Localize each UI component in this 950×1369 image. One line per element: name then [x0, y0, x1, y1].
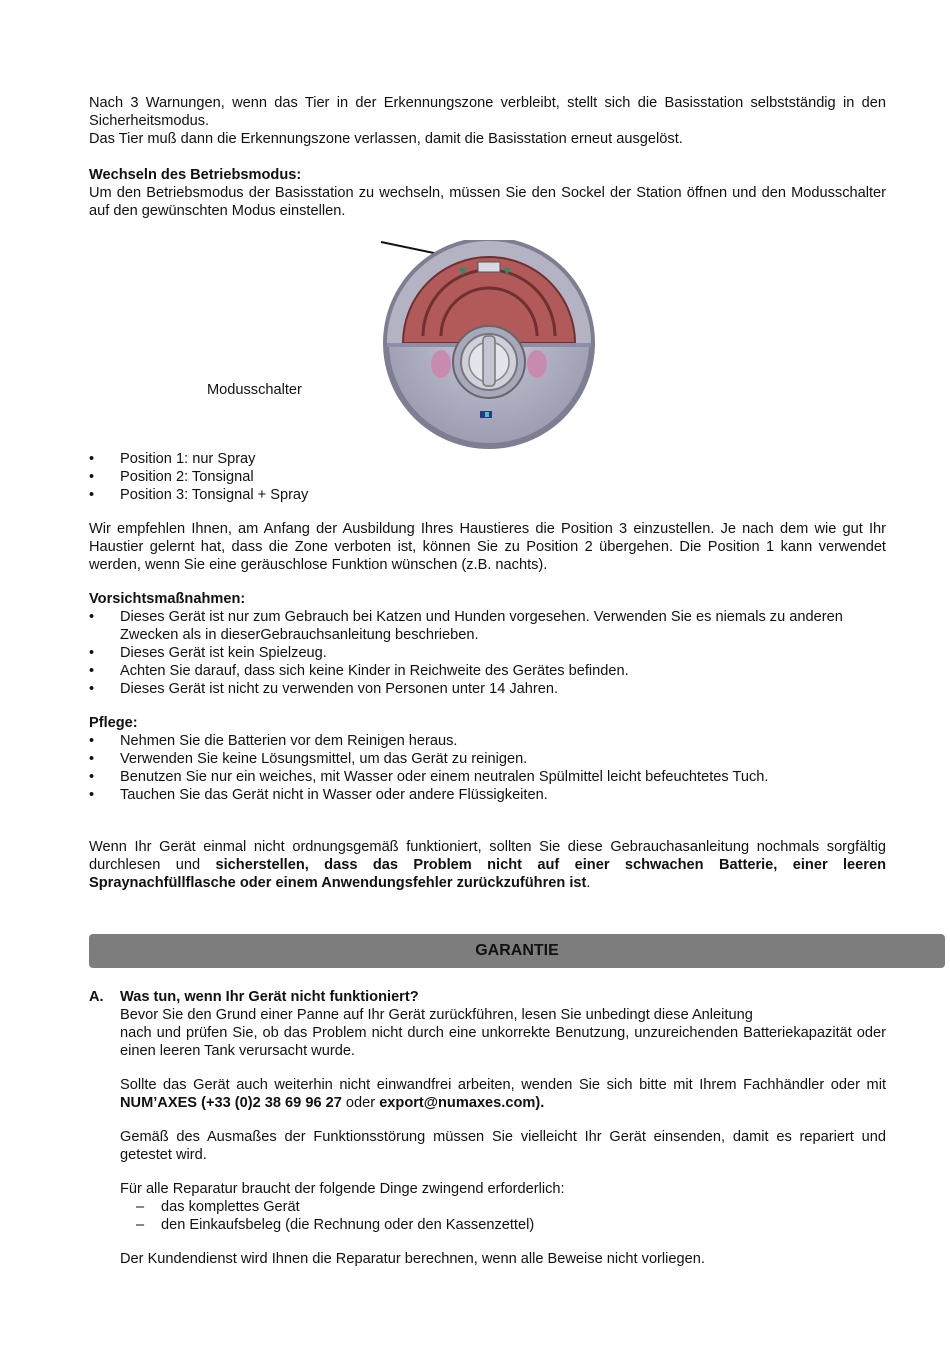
warranty-p1-line1: Bevor Sie den Grund einer Panne auf Ihr Gerät zurückführen, lesen Sie unbedingt diese Anleitung [120, 1007, 753, 1023]
requirements-list [120, 1198, 886, 1234]
list-item: • Achten Sie darauf, dass sich keine Kinder in Reichweite des Gerätes befinden. [89, 662, 886, 680]
warranty-p3: Gemäß des Ausmaßes der Funktionsstörung müssen Sie vielleicht Ihr Gerät einsenden, damit es repariert und getestet wird. [120, 1129, 886, 1163]
mode-switch-label: Modusschalter [207, 382, 302, 398]
base-station-figure [89, 240, 886, 450]
list-item: • Tauchen Sie das Gerät nicht in Wasser oder andere Flüssigkeiten. [89, 786, 886, 804]
list-item: • Nehmen Sie die Batterien vor dem Reinigen heraus. [89, 732, 886, 750]
section-letter: A. [89, 989, 104, 1005]
troubleshoot-text [89, 838, 886, 892]
recommendation-text: Wir empfehlen Ihnen, am Anfang der Ausbildung Ihres Haustieres die Position 3 einzustellen. Je nach dem wie gut Ihr Haustier gelernt hat, dass die Zone verboten ist, können Sie zu Position 2 übergehen. Die Position 1 kann verwendet werden, wenn Sie eine geräuschlose Funktion wünschen (z.B. nachts). [89, 521, 886, 573]
care-list [89, 732, 886, 804]
list-item: • Dieses Gerät ist kein Spielzeug. [89, 644, 886, 662]
contact-phone: NUM’AXES (+33 (0)2 38 69 96 27 [120, 1095, 342, 1111]
list-item: • Position 2: Tonsignal [89, 468, 886, 486]
warranty-contact-paragraph [120, 1076, 886, 1112]
mode-change-heading: Wechseln des Betriebsmodus: [89, 167, 302, 183]
base-station-icon [379, 240, 599, 450]
warranty-p1-rest: nach und prüfen Sie, ob das Problem nicht durch eine unkorrekte Benutzung, unzureichenden Batteriekapazität oder einen leeren Tank verursacht wurde. [120, 1025, 886, 1059]
list-item: • Position 3: Tonsignal + Spray [89, 486, 886, 504]
list-item: • Dieses Gerät ist nicht zu verwenden von Personen unter 14 Jahren. [89, 680, 886, 698]
intro-paragraph-1: Nach 3 Warnungen, wenn das Tier in der Erkennungszone verbleibt, stellt sich die Basisstation selbstständig in den Sicherheitsmodus. [89, 95, 886, 129]
warranty-banner: GARANTIE [89, 934, 945, 968]
precautions-list [89, 608, 886, 698]
troubleshoot-text-start: Wenn Ihr Gerät einmal nicht ordnungsgemäß funktioniert, sollten Sie diese Gebrauchasanleitung nochmals sorgfältig durchlesen und [89, 839, 886, 873]
list-item: • Position 1: nur Spray [89, 450, 886, 468]
document-body [89, 94, 886, 892]
list-item: • Verwenden Sie keine Lösungsmittel, um das Gerät zu reinigen. [89, 750, 886, 768]
or-text: oder [341, 1095, 380, 1111]
warranty-p5: Der Kundendienst wird Ihnen die Reparatur berechnen, wenn alle Beweise nicht vorliegen. [120, 1251, 705, 1267]
list-item: – das komplettes Gerät [136, 1198, 886, 1216]
warranty-contact-text: Sollte das Gerät auch weiterhin nicht einwandfrei arbeiten, wenden Sie sich bitte mit Ihrem Fachhändler oder mit [120, 1077, 886, 1093]
precautions-heading: Vorsichtsmaßnahmen: [89, 591, 246, 607]
mode-change-text: Um den Betriebsmodus der Basisstation zu wechseln, müssen Sie den Sockel der Station öffnen und den Modusschalter auf den gewünschten Modus einstellen. [89, 185, 886, 219]
care-heading: Pflege: [89, 715, 138, 731]
troubleshoot-text-bold: sicherstellen, dass das Problem nicht auf einer schwachen Batterie, einer leeren Spraynachfüllflasche oder einem Anwendungsfehler zurückzuführen ist [89, 857, 886, 891]
warranty-section [89, 988, 886, 1268]
troubleshoot-text-end: . [586, 875, 591, 891]
contact-email[interactable]: export@numaxes.com). [379, 1095, 545, 1111]
mode-positions-list [89, 450, 886, 504]
intro-paragraph-2: Das Tier muß dann die Erkennungszone verlassen, damit die Basisstation erneut ausgelöst. [89, 131, 683, 147]
list-item: • Dieses Gerät ist nur zum Gebrauch bei Katzen und Hunden vorgesehen. Verwenden Sie es niemals zu anderen Zwecken als in dieserGebrauchsanleitung beschrieben. [89, 608, 886, 644]
list-item: – den Einkaufsbeleg (die Rechnung oder den Kassenzettel) [136, 1216, 886, 1234]
warranty-question: Was tun, wenn Ihr Gerät nicht funktioniert? [120, 989, 419, 1005]
list-item: • Benutzen Sie nur ein weiches, mit Wasser oder einem neutralen Spülmittel leicht befeuchtetes Tuch. [89, 768, 886, 786]
warranty-p4: Für alle Reparatur braucht der folgende Dinge zwingend erforderlich: [120, 1181, 565, 1197]
